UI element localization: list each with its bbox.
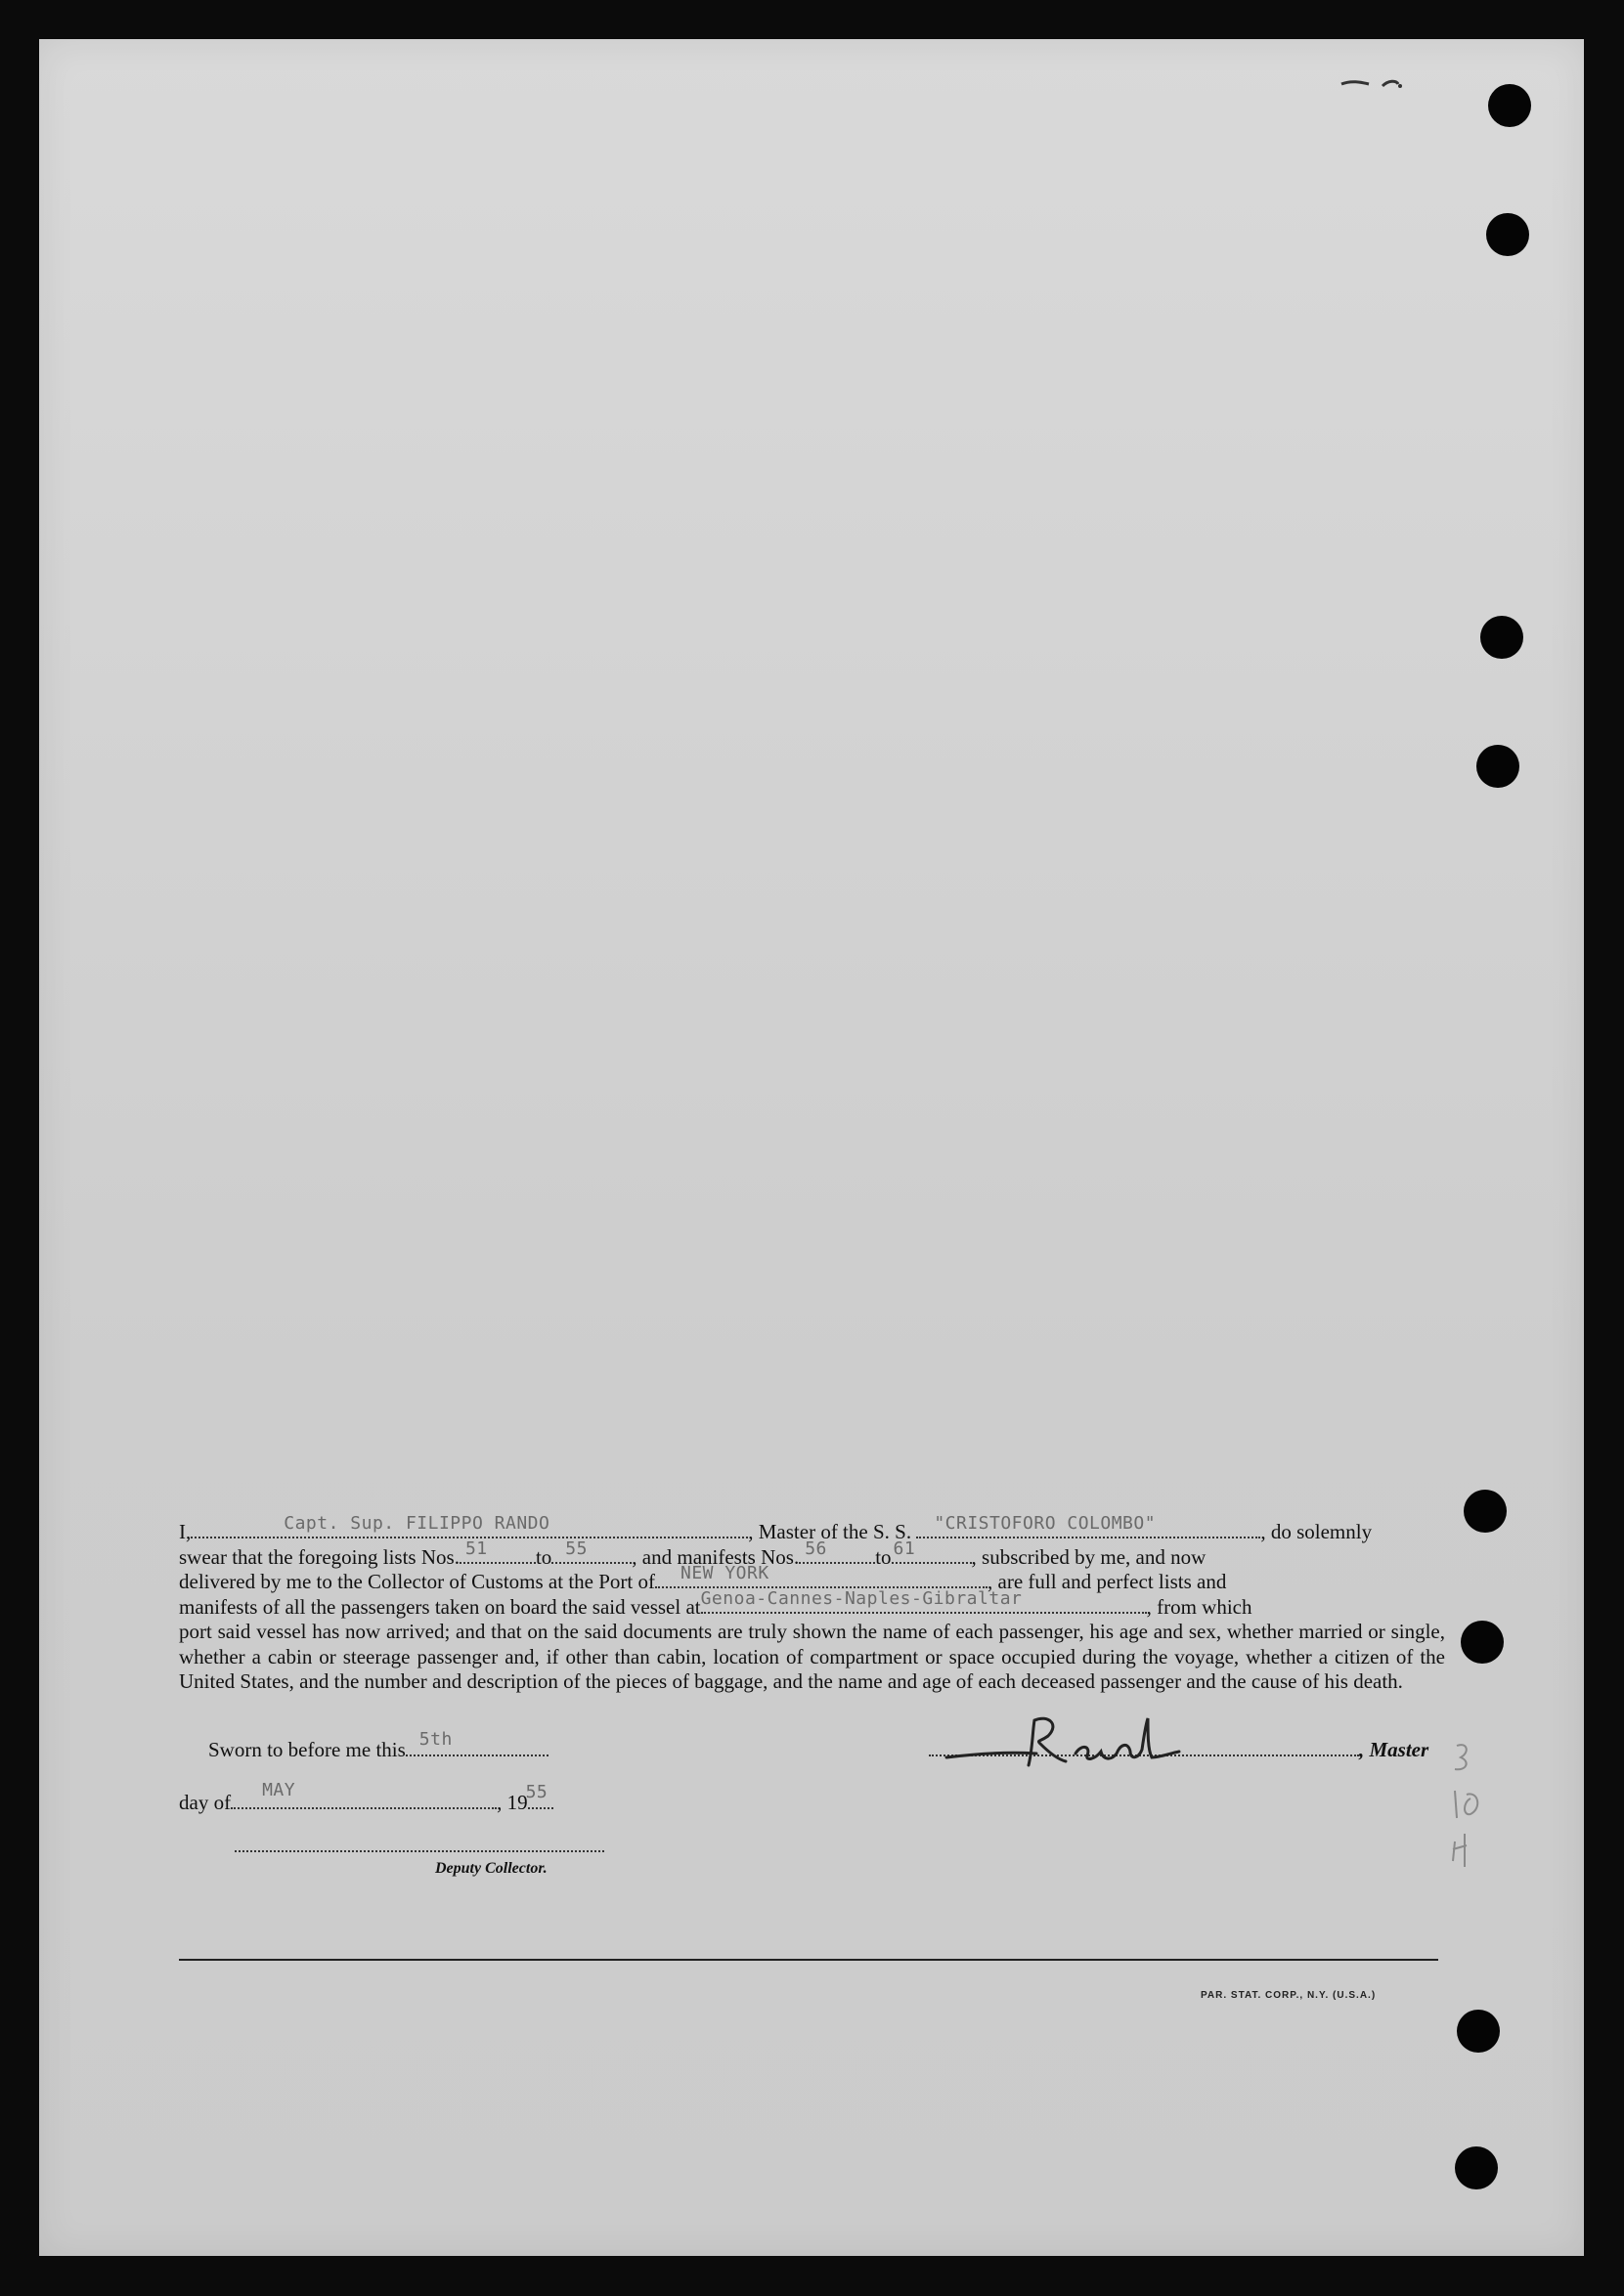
margin-pencil-marks [1449,1740,1508,1886]
month-field [231,1780,497,1809]
year-prefix: , 19 [497,1791,528,1814]
oath-body: port said vessel has now arrived; and that on the said documents are truly shown the name of each passenger, his age and sex, whether married or single, whether a cabin or steerage passenger and, if other than cabin, location of compartment or space occupied during the voyage, whether a citizen of the United States, and the number and description of the pieces of baggage, and the name and age of each deceased passenger and the cause of his death. [179,1620,1445,1693]
ports-of-call-field [700,1587,1147,1614]
deputy-signature-line [235,1850,604,1852]
bottom-rule [179,1959,1438,1961]
oath-do-solemnly: , do solemnly [1260,1520,1373,1543]
ports-of-call-value: Genoa-Cannes-Naples-Gibraltar [700,1587,1023,1609]
master-name-value: Capt. Sup. FILIPPO RANDO [284,1513,550,1534]
master-oath [179,1513,1445,1695]
punch-hole [1457,2010,1500,2053]
sworn-day-field [406,1729,549,1756]
punch-hole [1455,2146,1498,2189]
punch-hole [1480,616,1523,659]
punch-hole [1464,1490,1507,1533]
deputy-collector-label: Deputy Collector. [435,1860,548,1877]
oath-master-of: , Master of the S. S. [748,1520,912,1543]
lists-from-value: 51 [464,1538,488,1559]
day-of-label: day of [179,1791,232,1814]
master-label: , Master [1359,1738,1429,1761]
oath-manifests-taken: manifests of all the passengers taken on board the said vessel at [179,1594,701,1619]
oath-subscribed: , subscribed by me, and now [971,1544,1207,1569]
port-value: NEW YORK [680,1563,769,1583]
manifests-to-field [892,1538,972,1564]
day-row [179,1780,553,1815]
punch-hole [1488,84,1531,127]
lists-from-field [460,1538,536,1564]
oath-swear-lists: swear that the foregoing lists Nos. [179,1544,460,1569]
corner-mark [1339,74,1418,98]
oath-and-manifests: , and manifests Nos. [632,1544,800,1569]
vessel-value: "CRISTOFORO COLOMBO" [934,1513,1157,1534]
oath-from-which: , from which [1146,1594,1252,1619]
printer-imprint: PAR. STAT. CORP., N.Y. (U.S.A.) [1201,1990,1377,2001]
manifest-sheet [39,39,1584,2256]
sworn-row [208,1729,549,1762]
oath-full-perfect: , are full and perfect lists and [988,1570,1227,1593]
year-field [525,1782,553,1809]
punch-hole [1461,1621,1504,1664]
month-value: MAY [262,1780,296,1800]
year-value: 55 [525,1782,549,1802]
manifests-to-value: 61 [893,1538,916,1559]
vessel-field [916,1513,1260,1538]
lists-to-value: 55 [565,1538,588,1559]
sworn-label: Sworn to before me this [208,1738,406,1761]
punch-hole [1476,745,1519,788]
lists-to-field [551,1538,632,1564]
manifests-from-field [799,1538,875,1564]
manifests-from-value: 56 [805,1538,827,1559]
oath-to-2: to [875,1544,892,1569]
oath-delivered: delivered by me to the Collector of Customs at the Port of [179,1570,655,1593]
sworn-day-value: 5th [418,1729,453,1750]
master-signature [939,1711,1203,1769]
oath-i: I, [179,1520,192,1543]
punch-hole [1486,213,1529,256]
oath-to: to [535,1544,552,1569]
